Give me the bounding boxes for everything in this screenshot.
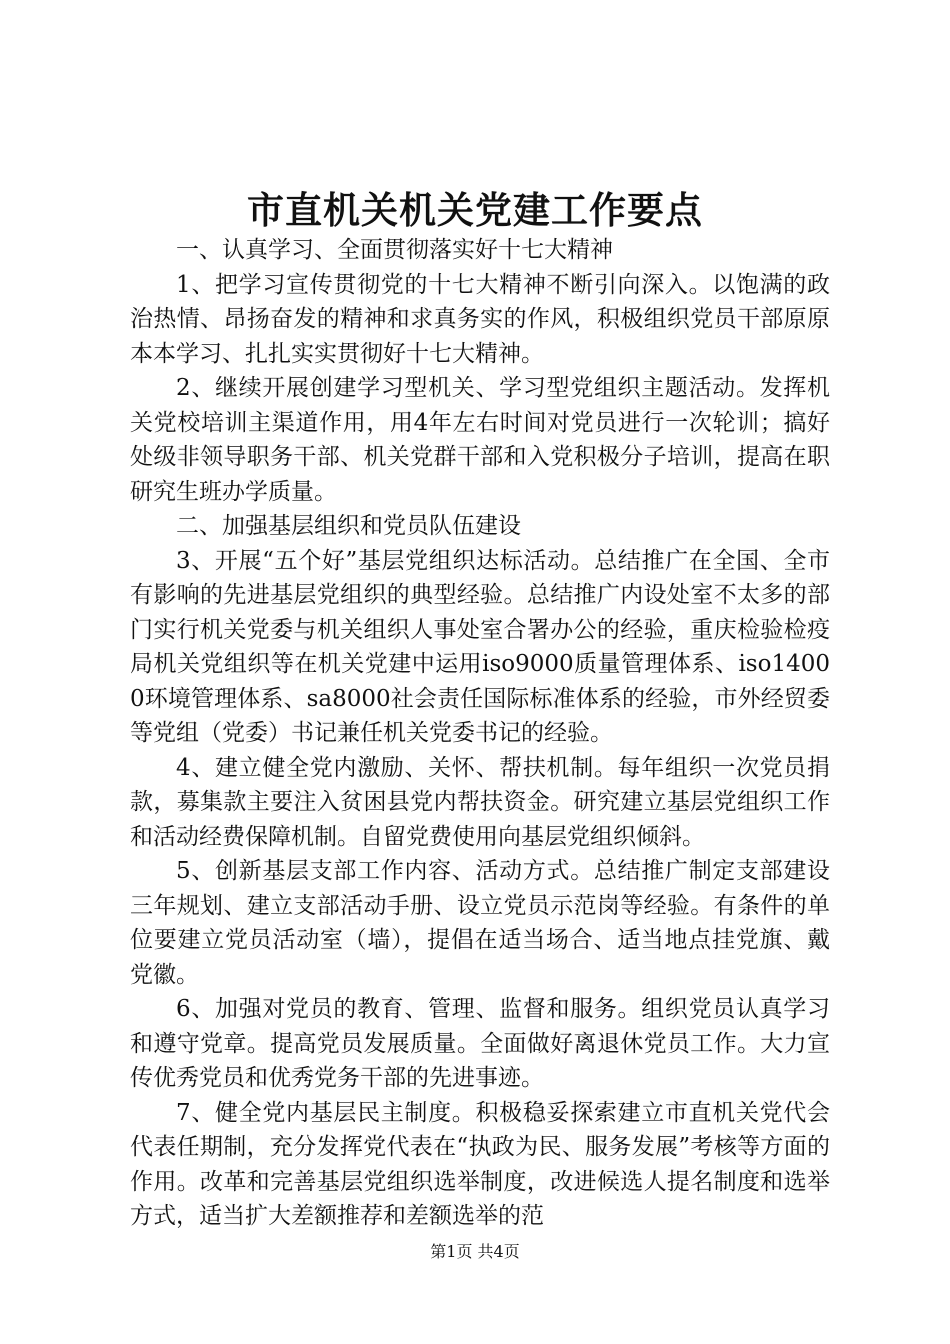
paragraph-3: 3、开展“五个好”基层党组织达标活动。总结推广在全国、全市有影响的先进基层党组织的典型经验。总结推广内设处室不太多的部门实行机关党委与机关组织人事处室合署办公的经验，重庆检验检疫局机关党组织等在机关党建中运用iso9000质量管理体系、iso14000环境管理体系、sa8000社会责任国际标准体系的经验，市外经贸委等党组（党委）书记兼任机关党委书记的经验。	[130, 547, 830, 746]
section-heading-1: 一、认真学习、全面贯彻落实好十七大精神	[176, 237, 613, 263]
paragraph-1: 1、把学习宣传贯彻党的十七大精神不断引向深入。以饱满的政治热情、昂扬奋发的精神和求真务实的作风，积极组织党员干部原原本本学习、扎扎实实贯彻好十七大精神。	[130, 271, 830, 367]
paragraph-5: 5、创新基层支部工作内容、活动方式。总结推广制定支部建设三年规划、建立支部活动手册、设立党员示范岗等经验。有条件的单位要建立党员活动室（墙），提倡在适当场合、适当地点挂党旗、戴党徽。	[130, 858, 830, 988]
document-body	[130, 233, 830, 1234]
paragraph-6: 6、加强对党员的教育、管理、监督和服务。组织党员认真学习和遵守党章。提高党员发展质量。全面做好离退休党员工作。大力宣传优秀党员和优秀党务干部的先进事迹。	[130, 996, 830, 1091]
section-heading-2: 二、加强基层组织和党员队伍建设	[176, 513, 521, 539]
document-title: 市直机关机关党建工作要点	[247, 188, 703, 232]
page-footer: 第1页 共4页	[430, 1242, 520, 1261]
paragraph-4: 4、建立健全党内激励、关怀、帮扶机制。每年组织一次党员捐款，募集款主要注入贫困县党内帮扶资金。研究建立基层党组织工作和活动经费保障机制。自留党费使用向基层党组织倾斜。	[130, 754, 830, 850]
paragraph-7: 7、健全党内基层民主制度。积极稳妥探索建立市直机关党代会代表任期制，充分发挥党代表在“执政为民、服务发展”考核等方面的作用。改革和完善基层党组织选举制度，改进候选人提名制度和选举方式，适当扩大差额推荐和差额选举的范	[130, 1099, 830, 1229]
paragraph-2: 2、继续开展创建学习型机关、学习型党组织主题活动。发挥机关党校培训主渠道作用，用4年左右时间对党员进行一次轮训；搞好处级非领导职务干部、机关党群干部和入党积极分子培训，提高在职研究生班办学质量。	[130, 375, 830, 505]
